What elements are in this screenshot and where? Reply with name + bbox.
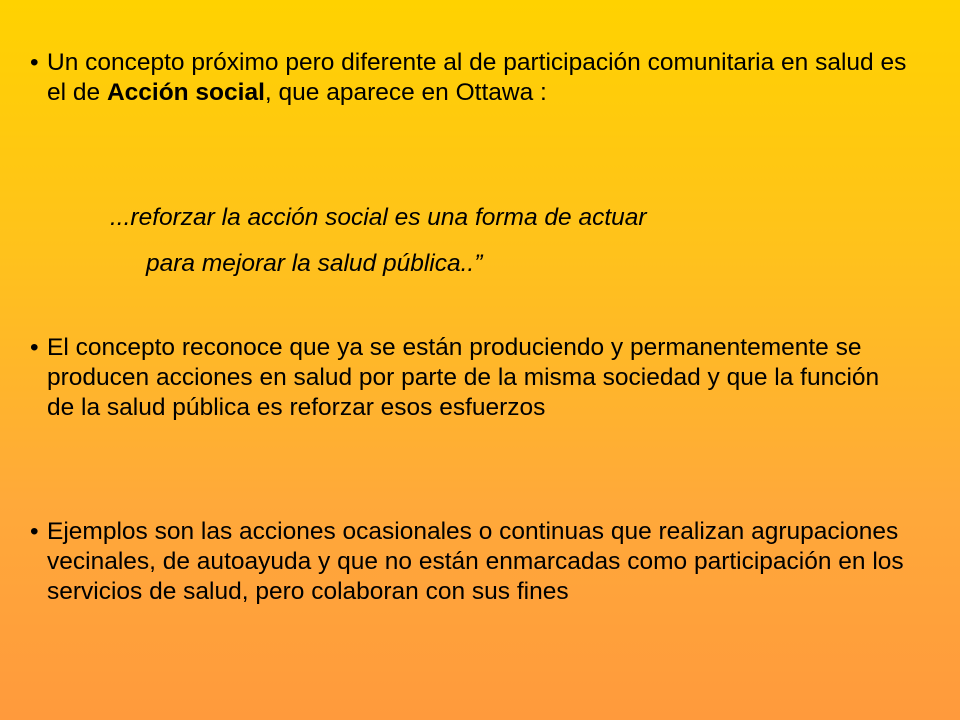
bullet-icon: • <box>30 49 39 76</box>
bullet-icon: • <box>30 518 39 545</box>
bullet-text-after: , que aparece en Ottawa : <box>264 79 547 106</box>
quote-line-2: para mejorar la salud pública..” <box>146 250 483 277</box>
bullet-text: Ejemplos son las acciones ocasionales o continuas que realizan agrupaciones vecinales, de autoayuda y que no están enmarcadas como participación en los servicios de salud, pero colaboran con sus fines <box>47 518 904 605</box>
bold-term: Acción social <box>106 79 265 106</box>
bullet-icon: • <box>30 334 39 361</box>
bullet-text <box>47 48 910 108</box>
bullet-text: El concepto reconoce que ya se están produciendo y permanentemente se producen acciones en salud por parte de la misma sociedad y que la función de la salud pública es reforzar esos esfuerzos <box>47 334 880 421</box>
quote-line-1: ...reforzar la acción social es una forma de actuar <box>110 204 647 231</box>
bullet-item-concepto <box>30 333 910 423</box>
bullet-text-before: Un concepto próximo pero diferente al de participación comunitaria en salud es el de <box>47 49 907 106</box>
bullet-item-accion-social <box>30 48 910 108</box>
bullet-item-ejemplos <box>30 517 910 607</box>
